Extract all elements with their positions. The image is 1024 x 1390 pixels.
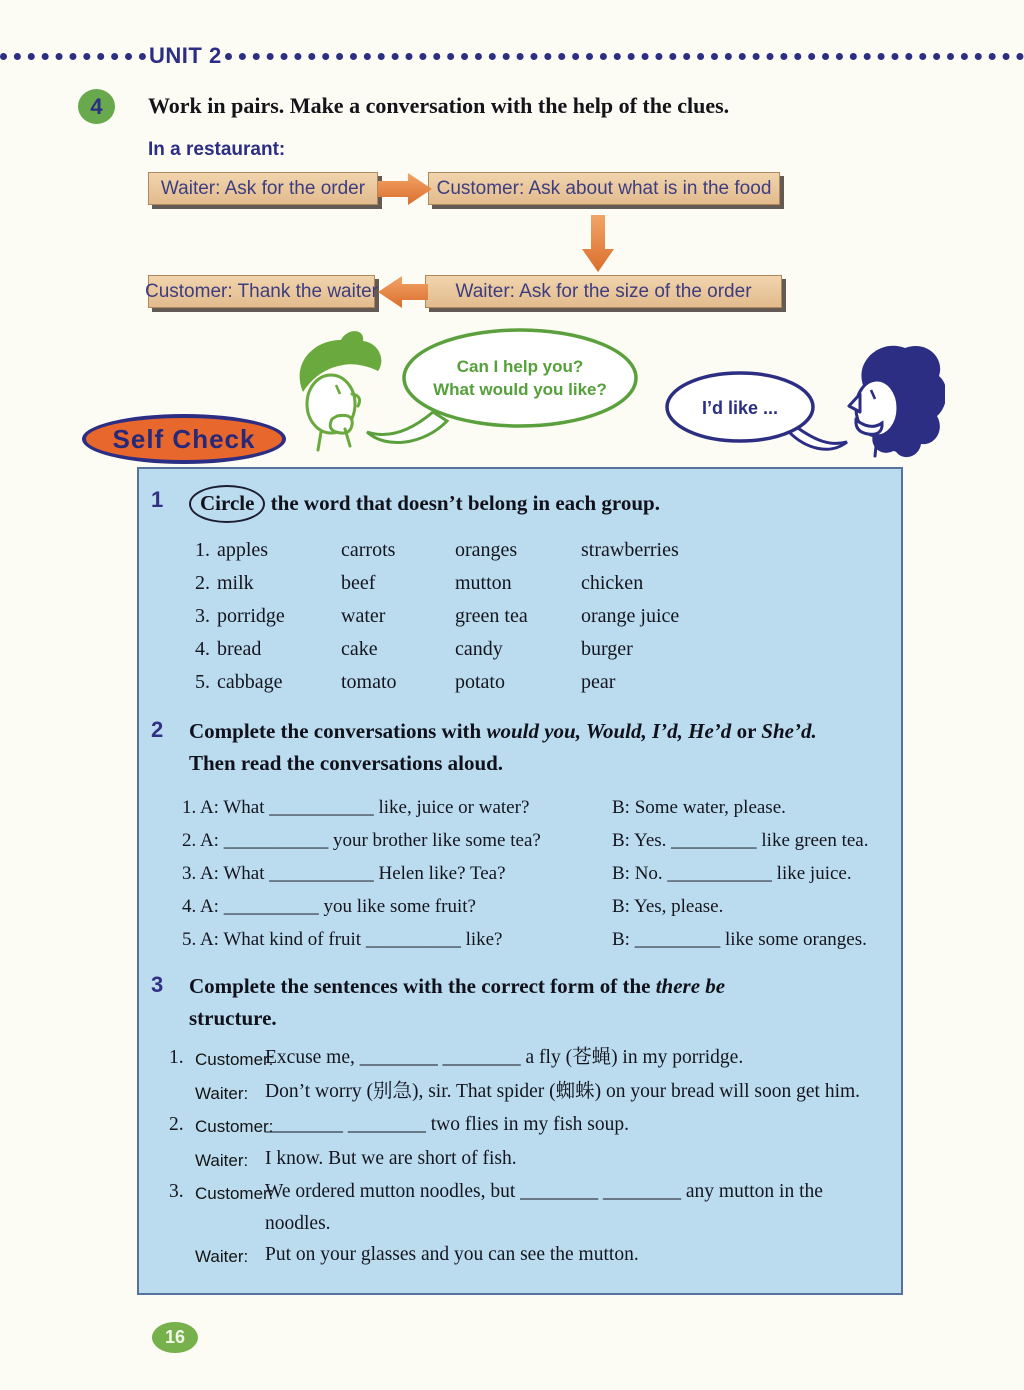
word: oranges [455, 539, 518, 561]
word: burger [581, 638, 633, 660]
speaker-label: Waiter: [195, 1247, 249, 1266]
item-number: 3. [169, 1181, 184, 1202]
waiter-bubble-line2: What would you like? [433, 380, 607, 399]
word: cake [341, 638, 378, 660]
speaker-a-line: 4. A: __________ you like some fruit? [182, 895, 476, 917]
dialogue-line [169, 1076, 883, 1110]
word: potato [455, 671, 505, 693]
word-group-row-1 [195, 534, 883, 567]
speaker-label: Waiter: [195, 1150, 249, 1170]
arrow-down-icon [582, 215, 614, 272]
exercise-2-number: 2 [151, 717, 164, 742]
exercise-2-title [189, 715, 883, 747]
unit-header [0, 43, 1024, 68]
page-number-badge: 16 [152, 1322, 198, 1353]
conversation-row-5 [182, 923, 883, 956]
row-number: 4. [195, 638, 210, 660]
word: pear [581, 671, 616, 693]
arrow-right-icon [378, 173, 432, 205]
word: water [341, 605, 386, 627]
word-group-row-5 [195, 666, 883, 699]
customer-speech-bubble [667, 373, 847, 449]
dialogue-illustration [265, 322, 945, 482]
item-number: 2. [169, 1114, 184, 1135]
word: candy [455, 638, 503, 660]
word: orange juice [581, 605, 680, 627]
dotted-rule-left [0, 53, 146, 60]
word: milk [217, 572, 254, 594]
dialogue-line [169, 1239, 883, 1273]
title-text: or [731, 719, 762, 743]
row-number: 2. [195, 572, 210, 594]
item-number [169, 1076, 195, 1110]
speaker-b-line: B: No. ___________ like juice. [612, 862, 852, 884]
speaker-a-line: 1. A: What ___________ like, juice or water? [182, 796, 530, 818]
speaker-b-line: B: Some water, please. [612, 796, 786, 818]
speaker-a-line: 3. A: What ___________ Helen like? Tea? [182, 862, 506, 884]
word: bread [217, 638, 262, 660]
conversation-row-2 [182, 824, 883, 857]
title-italic: would you, Would, I’d, He’d [486, 719, 732, 743]
row-number: 1. [195, 539, 210, 561]
dialogue-text: I know. But we are short of fish. [265, 1147, 517, 1169]
exercise-3-number: 3 [151, 972, 164, 997]
speaker-label: Waiter: [195, 1083, 249, 1103]
exercise-1-title [189, 485, 883, 523]
customer-bubble-text: I’d like ... [701, 398, 779, 418]
title-text: Complete the sentences with the correct form of the [189, 974, 656, 998]
self-check-badge: Self Check [82, 414, 286, 464]
arrow-left-icon [378, 276, 428, 308]
row-number: 3. [195, 605, 210, 627]
speaker-b-line: B: _________ like some oranges. [612, 928, 867, 950]
word-group-row-4 [195, 633, 883, 666]
speaker-a-line: 2. A: ___________ your brother like some tea? [182, 829, 541, 851]
flow-arrows [140, 165, 800, 320]
flow-box-customer-food: Customer: Ask about what is in the food [428, 172, 780, 205]
exercise-3-title-line2: structure. [189, 1006, 277, 1030]
word-groups [195, 534, 883, 699]
dialogue-text: Excuse me, ________ ________ a fly (苍蝇) in my porridge. [265, 1047, 744, 1068]
exercise-3 [139, 970, 901, 1273]
title-italic: She’d. [761, 719, 817, 743]
waiter-bubble-line1: Can I help you? [456, 357, 584, 376]
flow-box-waiter-order: Waiter: Ask for the order [148, 172, 378, 205]
speaker-label: Customer: [195, 1050, 274, 1069]
dialogue-line [169, 1176, 883, 1239]
dialogue-line [169, 1042, 883, 1076]
word: green tea [455, 605, 528, 627]
item-number: 1. [169, 1047, 184, 1068]
title-italic: there be [655, 974, 726, 998]
conversation-row-1 [182, 791, 883, 824]
conversations [182, 791, 883, 956]
unit-title: UNIT 2 [149, 43, 222, 68]
exercise-2-title-line2: Then read the conversations aloud. [189, 751, 504, 775]
word-group-row-2 [195, 567, 883, 600]
word: chicken [581, 572, 644, 594]
dialogue-line [169, 1143, 883, 1177]
speaker-a-line: 5. A: What kind of fruit __________ like? [182, 928, 503, 950]
dialogue-line [169, 1109, 883, 1143]
word: mutton [455, 572, 512, 594]
word: tomato [341, 671, 397, 693]
speaker-label: Customer: [195, 1117, 274, 1136]
exercise-3-title [189, 970, 883, 1002]
dotted-rule-right [225, 53, 1024, 60]
self-check-panel [137, 467, 903, 1295]
waiter-speech-bubble [367, 330, 636, 443]
word-group-row-3 [195, 600, 883, 633]
word: carrots [341, 539, 396, 561]
sentence-items [169, 1042, 883, 1273]
speaker-b-line: B: Yes. _________ like green tea. [612, 829, 869, 851]
exercise-1 [139, 485, 901, 699]
word: cabbage [217, 671, 283, 693]
exercise-1-number: 1 [151, 487, 164, 512]
word: apples [217, 539, 269, 561]
exercise-4-title: Work in pairs. Make a conversation with the help of the clues. [148, 93, 730, 118]
exercise-4-subtitle: In a restaurant: [148, 139, 286, 160]
flow-box-waiter-size: Waiter: Ask for the size of the order [425, 275, 782, 308]
speaker-label: Customer: [195, 1184, 274, 1203]
word: beef [341, 572, 376, 594]
dialogue-text: Put on your glasses and you can see the mutton. [265, 1244, 639, 1265]
word: strawberries [581, 539, 679, 561]
circled-word: Circle [189, 485, 265, 523]
item-number [169, 1143, 195, 1177]
conversation-row-3 [182, 857, 883, 890]
dialogue-text: We ordered mutton noodles, but ________ ________ any mutton in the noodles. [265, 1181, 823, 1234]
dialogue-text: Don’t worry (别急), sir. That spider (蜘蛛) on your bread will soon get him. [265, 1080, 861, 1102]
word: porridge [217, 605, 285, 627]
title-text: Complete the conversations with [189, 719, 487, 743]
exercise-1-title-rest: the word that doesn’t belong in each group. [265, 491, 660, 515]
exercise-4-number-badge: 4 [78, 89, 115, 124]
speaker-b-line: B: Yes, please. [612, 895, 724, 917]
exercise-2 [139, 715, 901, 956]
customer-character [849, 346, 945, 457]
conversation-row-4 [182, 890, 883, 923]
item-number [169, 1239, 195, 1273]
row-number: 5. [195, 671, 210, 693]
dialogue-text: ________ ________ two flies in my fish soup. [265, 1114, 629, 1135]
flow-box-customer-thank: Customer: Thank the waiter [148, 275, 375, 308]
